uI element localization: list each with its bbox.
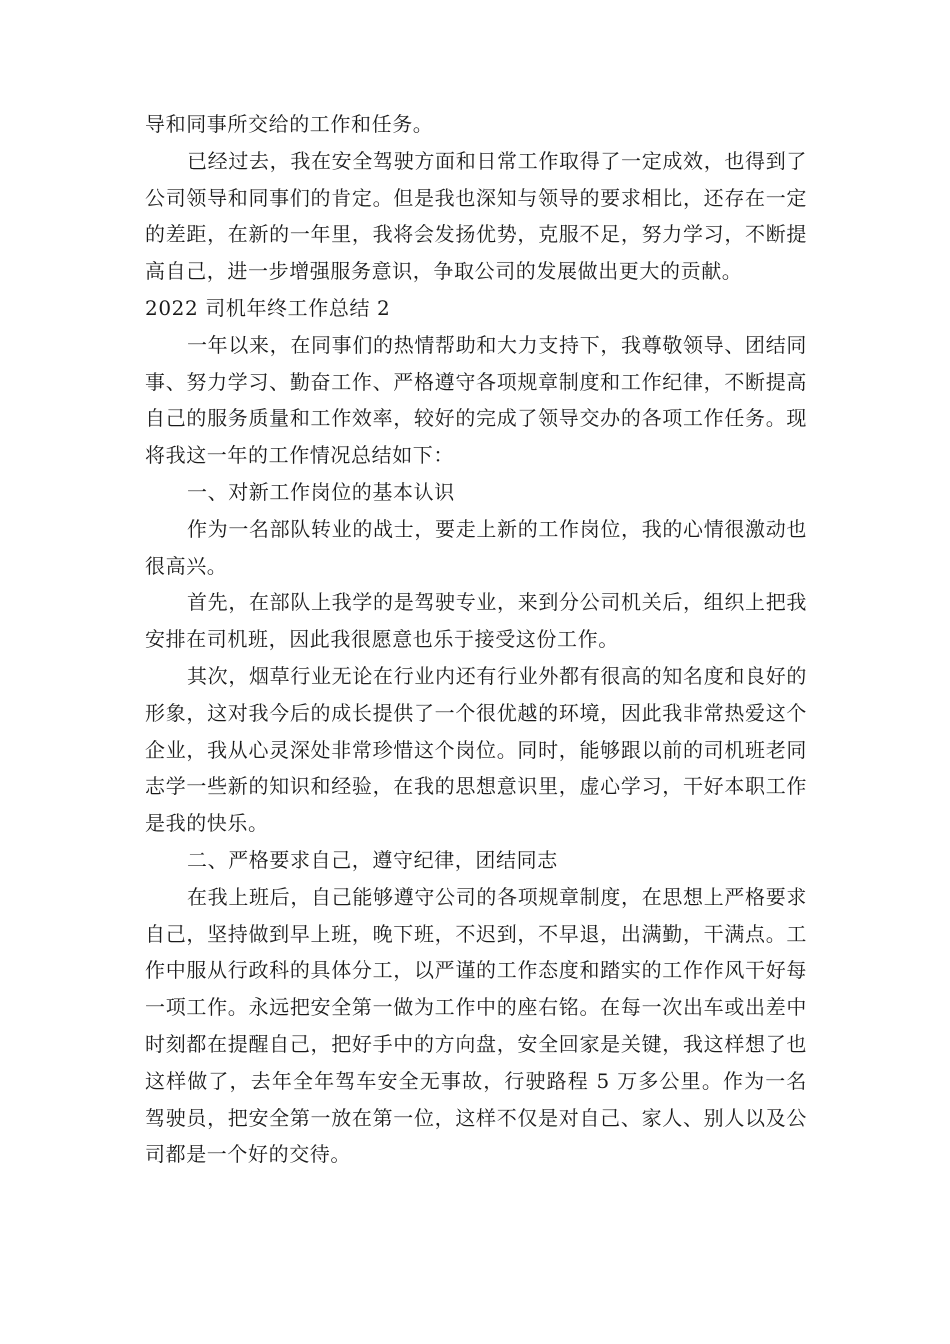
section-title: 2022 司机年终工作总结 2 (145, 295, 391, 320)
document-body (145, 106, 807, 1173)
paragraph-role: 作为一名部队转业的战士，要走上新的工作岗位，我的心情很激动也很高兴。 (145, 516, 807, 578)
paragraph-summary: 已经过去，我在安全驾驶方面和日常工作取得了一定成效，也得到了公司领导和同事们的肯定。但是我也深知与领导的要求相比，还存在一定的差距，在新的一年里，我将会发扬优势，克服不足，努力学习，不断提高自己，进一步增强服务意识，争取公司的发展做出更大的贡献。 (145, 148, 807, 284)
paragraph-discipline: 在我上班后，自己能够遵守公司的各项规章制度，在思想上严格要求自己，坚持做到早上班，晚下班，不迟到，不早退，出满勤，干满点。工作中服从行政科的具体分工，以严谨的工作态度和踏实的工作作风干好每一项工作。永远把安全第一做为工作中的座右铭。在每一次出车或出差中时刻都在提醒自己，把好手中的方向盘，安全回家是关键，我这样想了也这样做了，去年全年驾车安全无事故，行驶路程 5 万多公里。作为一名驾驶员，把安全第一放在第一位，这样不仅是对自己、家人、别人以及公司都是一个好的交待。 (145, 884, 807, 1167)
subheading-one: 一、对新工作岗位的基本认识 (187, 479, 455, 504)
paragraph-first: 首先，在部队上我学的是驾驶专业，来到分公司机关后，组织上把我安排在司机班，因此我很愿意也乐于接受这份工作。 (145, 590, 807, 652)
paragraph-intro: 一年以来，在同事们的热情帮助和大力支持下，我尊敬领导、团结同事、努力学习、勤奋工作、严格遵守各项规章制度和工作纪律，不断提高自己的服务质量和工作效率，较好的完成了领导交办的各项工作任务。现将我这一年的工作情况总结如下： (145, 332, 807, 468)
paragraph-continuation: 导和同事所交给的工作和任务。 (145, 112, 434, 136)
paragraph-second: 其次，烟草行业无论在行业内还有行业外都有很高的知名度和良好的形象，这对我今后的成长提供了一个很优越的环境，因此我非常热爱这个企业，我从心灵深处非常珍惜这个岗位。同时，能够跟以前的司机班老同志学一些新的知识和经验，在我的思想意识里，虚心学习，干好本职工作是我的快乐。 (145, 663, 807, 836)
subheading-two: 二、严格要求自己，遵守纪律，团结同志 (187, 847, 558, 872)
